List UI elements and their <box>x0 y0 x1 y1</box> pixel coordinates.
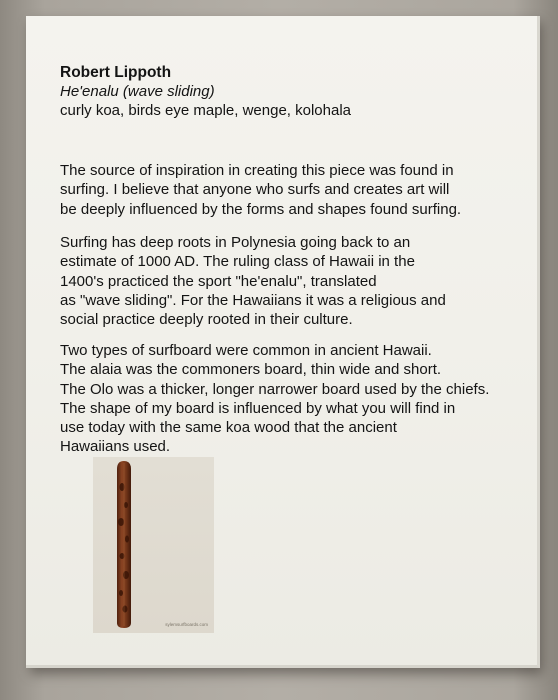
paragraph-line: The shape of my board is influenced by what you will find in <box>60 399 456 417</box>
paragraph-line: be deeply influenced by the forms and shapes found surfing. <box>60 200 462 218</box>
paragraph-line: Two types of surfboard were common in ancient Hawaii. <box>60 342 432 359</box>
paragraph-line: The Olo was a thicker, longer narrower board used by the chiefs. <box>60 380 490 398</box>
paragraph-history <box>60 233 446 329</box>
placard-header <box>60 63 351 120</box>
artwork-title: He'enalu (wave sliding) <box>60 83 215 100</box>
surfboard-photo <box>93 457 214 633</box>
paragraph-line: social practice deeply rooted in their culture. <box>60 311 353 329</box>
artwork-materials: curly koa, birds eye maple, wenge, kolohala <box>60 102 351 119</box>
paragraph-line: surfing. I believe that anyone who surfs and creates art will <box>60 181 450 199</box>
paragraph-line: Surfing has deep roots in Polynesia going back to an <box>60 234 411 251</box>
paragraph-line: as "wave sliding". For the Hawaiians it was a religious and <box>60 291 446 309</box>
paragraph-line: Hawaiians used. <box>60 438 171 456</box>
artist-name: Robert Lippoth <box>60 64 172 81</box>
photo-watermark: sylemsurfboards.com <box>165 622 208 627</box>
paragraph-line: use today with the same koa wood that the ancient <box>60 419 397 437</box>
paragraph-line: estimate of 1000 AD. The ruling class of Hawaii in the <box>60 253 415 271</box>
paragraph-line: The alaia was the commoners board, thin wide and short. <box>60 361 442 379</box>
paragraph-inspiration <box>60 161 461 219</box>
paragraph-line: 1400's practiced the sport "he'enalu", translated <box>60 272 377 290</box>
paragraph-board-types <box>60 341 489 457</box>
paragraph-line: The source of inspiration in creating this piece was found in <box>60 162 454 179</box>
surfboard-image <box>93 457 214 633</box>
